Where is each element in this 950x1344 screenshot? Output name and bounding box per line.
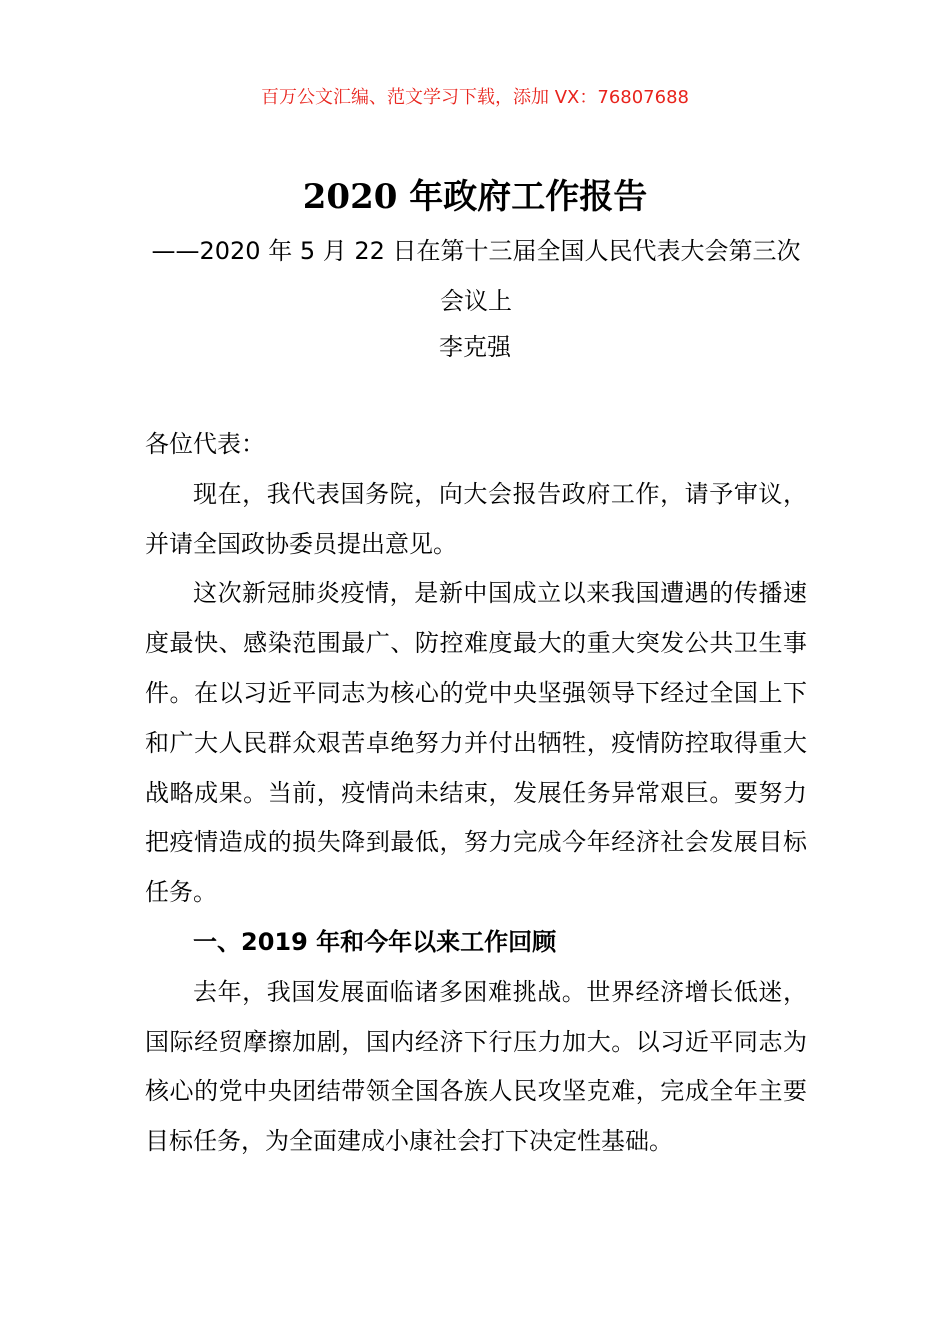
- section-heading: 一、2019 年和今年以来工作回顾: [193, 927, 557, 956]
- promo-banner: 百万公文汇编、范文学习下载，添加 VX：76807688: [261, 87, 689, 108]
- paragraph-review: 去年，我国发展面临诸多困难挑战。世界经济增长低迷，国际经贸摩擦加剧，国内经济下行压力加大。以习近平同志为核心的党中央团结带领全国各族人民攻坚克难，完成全年主要目标任务，为全面建成小康社会打下决定性基础。: [145, 977, 807, 1156]
- paragraph-intro: 现在，我代表国务院，向大会报告政府工作，请予审议，并请全国政协委员提出意见。: [145, 479, 807, 558]
- document-title: 2020 年政府工作报告: [302, 177, 648, 217]
- salutation: 各位代表：: [145, 430, 265, 458]
- paragraph-epidemic: 这次新冠肺炎疫情，是新中国成立以来我国遭遇的传播速度最快、感染范围最广、防控难度最大的重大突发公共卫生事件。在以习近平同志为核心的党中央坚强领导下经过全国上下和广大人民群众艰苦卓绝努力并付出牺牲，疫情防控取得重大战略成果。当前，疫情尚未结束，发展任务异常艰巨。要努力把疫情造成的损失降到最低，努力完成今年经济社会发展目标任务。: [145, 579, 807, 907]
- document-subtitle: ——2020 年 5 月 22 日在第十三届全国人民代表大会第三次会议上: [151, 237, 801, 315]
- document-body: [145, 420, 807, 1167]
- document-author: 李克强: [439, 333, 511, 361]
